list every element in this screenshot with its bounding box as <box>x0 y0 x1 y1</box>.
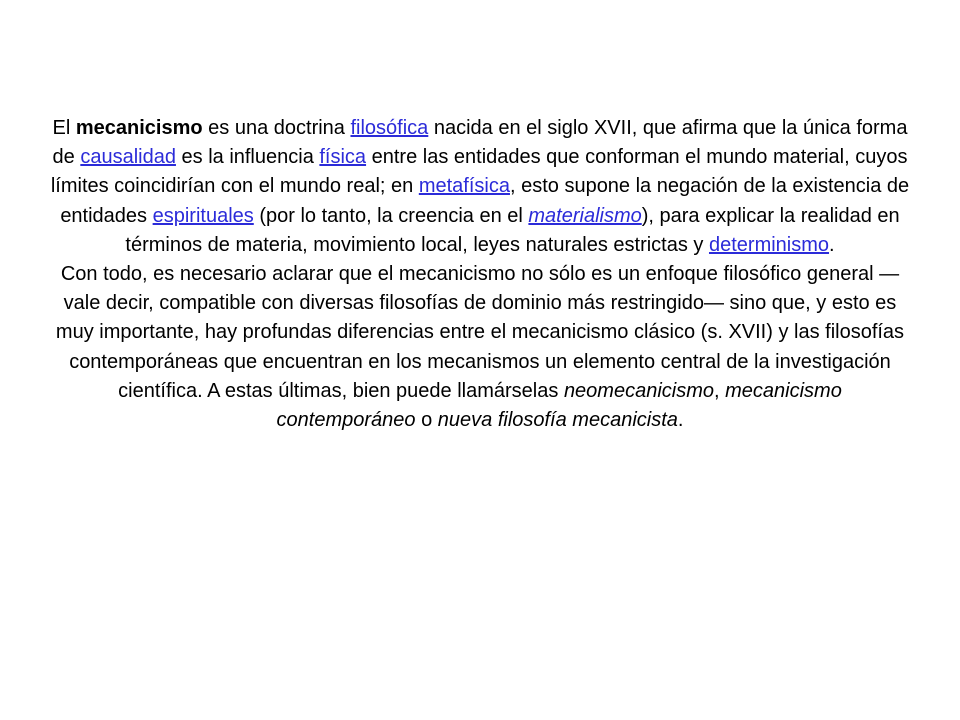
text-block <box>50 114 910 435</box>
paragraph-mecanicismo-clarification <box>50 260 910 435</box>
text-segment: (por lo tanto, la creencia en el <box>253 204 529 227</box>
text-segment: Con todo, es necesario aclarar que el mecanicismo no sólo es un enfoque filosófico general —vale decir, compatible con diversas filosofías de dominio más restringido— sino que, y esto es muy importante, hay profundas diferencias entre el mecanicismo clásico (s. XVII) y las filosofías contemporáneas que encuentran en los mecanismos un elemento central de la investigación científica. A estas últimas, bien puede llamárselas <box>55 263 905 402</box>
text-segment: . <box>829 233 835 256</box>
link-filosofica[interactable]: filosófica <box>350 117 429 139</box>
link-fisica[interactable]: física <box>319 146 367 169</box>
text-segment: es una doctrina <box>202 117 351 139</box>
italic-term-neomecanicismo: neomecanicismo <box>563 379 715 402</box>
link-causalidad[interactable]: causalidad <box>80 146 176 169</box>
link-materialismo[interactable] <box>528 205 641 227</box>
link-materialismo-text: materialismo <box>528 204 642 227</box>
link-espirituales[interactable]: espirituales <box>152 204 254 227</box>
text-segment: ), para explicar la realidad en términos de materia, movimiento local, leyes naturales estrictas y <box>125 204 900 256</box>
text-segment: , <box>714 379 726 402</box>
text-segment: es la influencia <box>175 146 320 169</box>
text-segment: . <box>677 409 684 432</box>
text-segment: entre las entidades que conforman el mundo material, cuyos límites coincidirían con el mundo real; en <box>50 146 908 198</box>
text-segment: o <box>415 409 438 432</box>
link-metafisica[interactable]: metafísica <box>418 175 510 198</box>
paragraph-mecanicismo-definition <box>50 114 910 260</box>
text-segment: , esto supone la negación de la existencia de entidades <box>60 175 910 227</box>
italic-term-nueva-filosofia-mecanicista: nueva filosofía mecanicista <box>437 409 678 432</box>
text-segment: El <box>52 117 76 139</box>
italic-term-mecanicismo-contemporaneo: mecanicismo contemporáneo <box>276 379 842 432</box>
link-determinismo[interactable]: determinismo <box>708 233 830 256</box>
bold-term-mecanicismo: mecanicismo <box>75 117 203 139</box>
text-segment: nacida en el siglo XVII, que afirma que la única forma de <box>52 117 908 169</box>
